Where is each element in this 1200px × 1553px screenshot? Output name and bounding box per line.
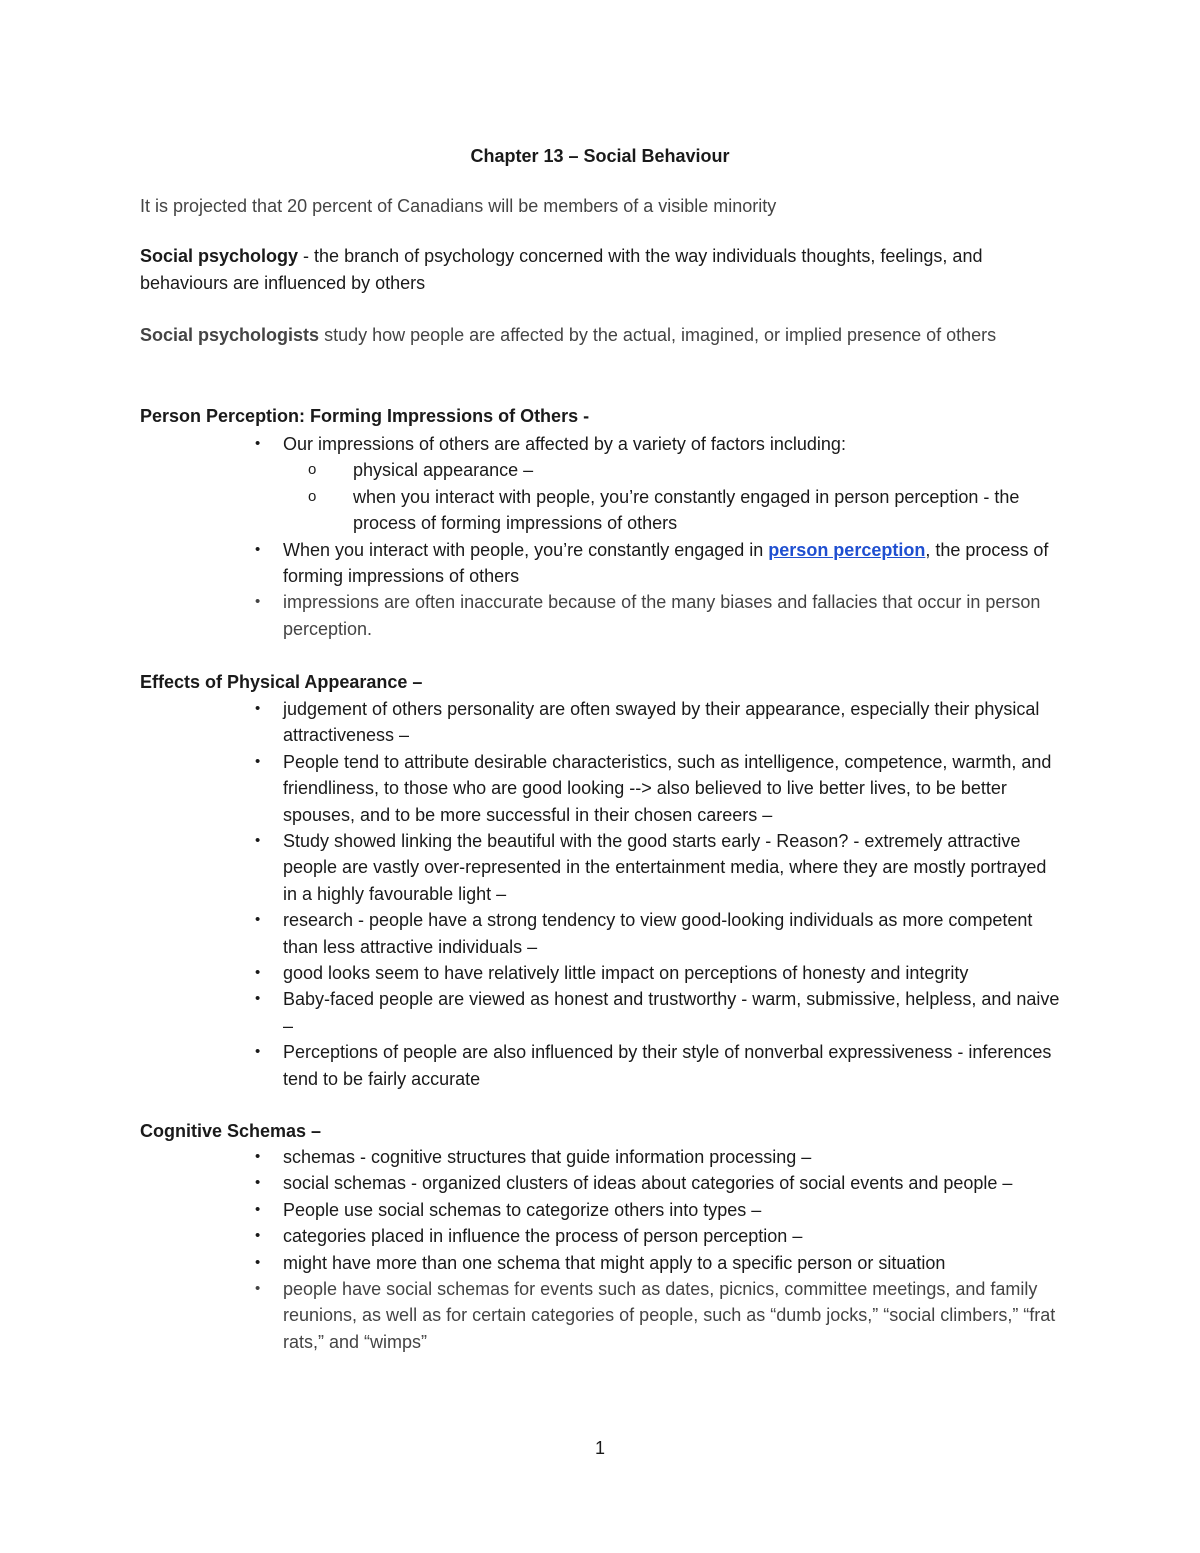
list-item [140, 696, 1060, 749]
sub-list-item [283, 484, 1060, 537]
list-item-text: Baby-faced people are viewed as honest and trustworthy - warm, submissive, helpless, and naive – [283, 989, 1060, 1036]
list-item-text: categories placed in influence the process of person perception – [283, 1226, 803, 1247]
definition-social-psychology: - the branch of psychology concerned with the way individuals thoughts, feelings, and behaviours are influenced by others [140, 246, 983, 293]
circle-bullet-icon: o [308, 461, 317, 479]
bullet-icon: • [255, 832, 261, 850]
bullet-icon: • [255, 700, 261, 717]
list-item-text: good looks seem to have relatively little impact on perceptions of honesty and integrity [283, 963, 969, 984]
sub-list-item [283, 457, 1060, 483]
list-item [140, 1223, 1060, 1249]
bullet-icon: • [255, 990, 261, 1008]
social-psychology-paragraph [140, 243, 1060, 297]
list-item [140, 828, 1060, 907]
list-item-text: , the process of forming impressions of others [283, 539, 1049, 587]
bullet-icon: • [255, 1043, 261, 1061]
person-perception-link[interactable]: person perception [768, 539, 926, 560]
circle-bullet-icon: o [308, 487, 317, 505]
bullet-icon: • [255, 435, 261, 452]
list-item-text: Perceptions of people are also influenced by their style of nonverbal expressiveness - inferences tend to be fairly accurate [283, 1042, 1052, 1089]
list-item-text: impressions are often inaccurate because of the many biases and fallacies that occur in person perception. [283, 592, 1041, 639]
list-item-text: social schemas - organized clusters of ideas about categories of social events and people – [283, 1173, 1013, 1194]
bullet-icon: • [255, 1227, 261, 1245]
heading-cognitive-schemas: Cognitive Schemas – [140, 1121, 322, 1141]
bullet-icon: • [255, 1280, 261, 1298]
bullet-icon: • [255, 911, 261, 929]
list-item [140, 1144, 1060, 1170]
list-item [140, 1250, 1060, 1276]
sub-list-item-text: physical appearance – [353, 460, 534, 481]
list-item [140, 907, 1060, 960]
list-item [140, 431, 1060, 537]
bullet-icon: • [255, 593, 261, 611]
list-item-text: judgement of others personality are often swayed by their appearance, especially their physical attractiveness – [283, 699, 1040, 746]
person-perception-list [140, 431, 1060, 642]
list-item-text: might have more than one schema that might apply to a specific person or situation [283, 1252, 946, 1273]
heading-person-perception: Person Perception: Forming Impressions of Others - [140, 406, 590, 426]
bullet-icon: • [255, 1253, 261, 1271]
page-number: 1 [594, 1438, 605, 1458]
bullet-icon: • [255, 964, 261, 982]
list-item-text: schemas - cognitive structures that guide information processing – [283, 1147, 812, 1167]
list-item [140, 1170, 1060, 1196]
list-item-text: People use social schemas to categorize others into types – [283, 1199, 762, 1220]
list-item [140, 537, 1060, 590]
term-social-psychologists: Social psychologists [140, 325, 320, 345]
bullet-icon: • [255, 1148, 261, 1165]
page-title: Chapter 13 – Social Behaviour [470, 146, 730, 166]
term-social-psychology: Social psychology [140, 246, 299, 266]
intro-paragraph: It is projected that 20 percent of Canadians will be members of a visible minority [140, 196, 777, 216]
list-item [140, 749, 1060, 828]
bullet-icon: • [255, 752, 261, 770]
list-item-text: research - people have a strong tendency to view good-looking individuals as more competent than less attractive individuals – [283, 910, 1033, 957]
list-item-text: Study showed linking the beautiful with the good starts early - Reason? - extremely attractive people are vastly over-represented in the entertainment media, where they are mostly portrayed in a highly favourable light – [283, 831, 1047, 904]
sub-list [283, 457, 1060, 536]
list-item [140, 986, 1060, 1039]
bullet-icon: • [255, 1174, 261, 1192]
bullet-icon: • [255, 1200, 261, 1218]
list-item-text: When you interact with people, you’re constantly engaged in [283, 539, 769, 560]
list-item [140, 960, 1060, 986]
heading-physical-appearance: Effects of Physical Appearance – [140, 672, 423, 692]
physical-appearance-list [140, 696, 1060, 1092]
definition-social-psychologists: study how people are affected by the actual, imagined, or implied presence of others [319, 325, 997, 345]
list-item [140, 1276, 1060, 1355]
list-item-text: people have social schemas for events such as dates, picnics, committee meetings, and family reunions, as well as for certain categories of people, such as “dumb jocks,” “social climbers,” “frat rats,” and “wimps” [283, 1279, 1056, 1352]
list-item-text: People tend to attribute desirable characteristics, such as intelligence, competence, warmth, and friendliness, to those who are good looking --> also believed to live better lives, to be better spouses, and to be more successful in their chosen careers – [283, 751, 1052, 825]
list-item [140, 1039, 1060, 1092]
list-item-text: Our impressions of others are affected by a variety of factors including: [283, 434, 846, 454]
sub-list-item-text: when you interact with people, you’re constantly engaged in person perception - the process of forming impressions of others [353, 486, 1020, 534]
social-psychologists-paragraph [140, 322, 1060, 349]
bullet-icon: • [255, 540, 261, 558]
list-item [140, 1197, 1060, 1223]
list-item [140, 589, 1060, 642]
cognitive-schemas-list [140, 1144, 1060, 1355]
